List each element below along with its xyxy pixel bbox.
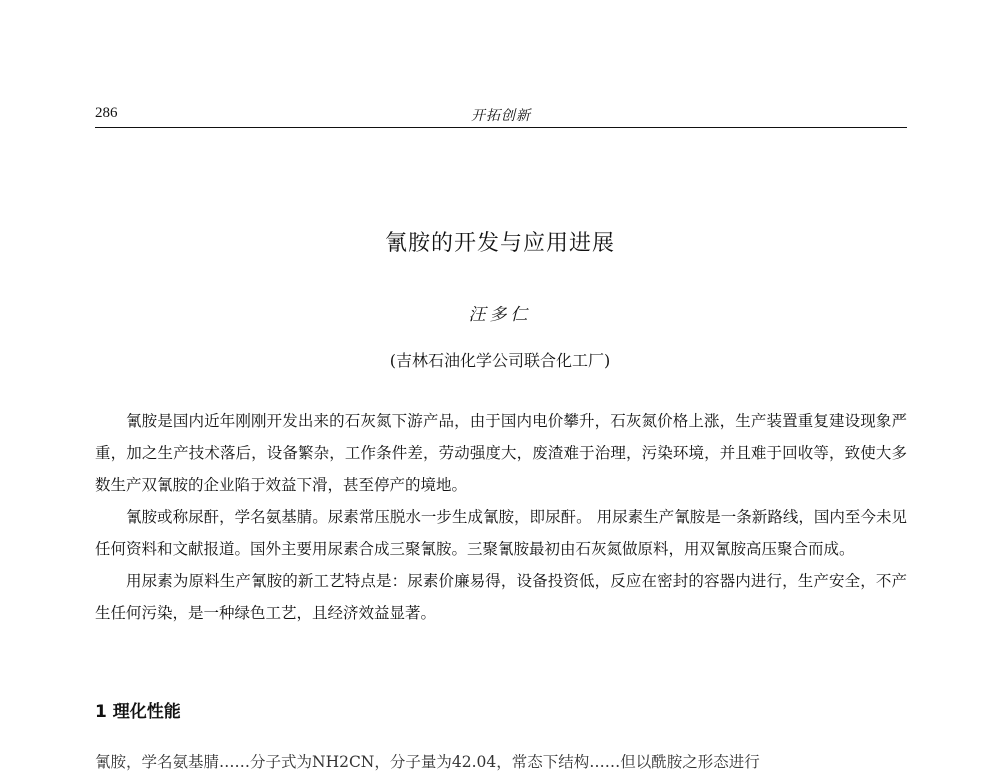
page-number: 286 bbox=[95, 105, 118, 121]
running-head: 开拓创新 bbox=[471, 108, 531, 124]
author-affiliation: (吉林石油化学公司联合化工厂) bbox=[389, 351, 611, 370]
paragraph: 用尿素为原料生产氰胺的新工艺特点是：尿素价廉易得，设备投资低，反应在密封的容器内进行，生产安全，不产生任何污染，是一种绿色工艺，且经济效益显著。 bbox=[95, 572, 907, 622]
section-heading: 1 理化性能 bbox=[95, 702, 181, 722]
page-header bbox=[95, 105, 907, 128]
paragraph: 氰胺是国内近年刚刚开发出来的石灰氮下游产品，由于国内电价攀升，石灰氮价格上涨，生产装置重复建设现象严重，加之生产技术落后，设备繁杂，工作条件差，劳动强度大，废渣难于治理，污染环境，并且难于回收等，致使大多数生产双氰胺的企业陷于效益下滑，甚至停产的境地。 bbox=[95, 412, 907, 494]
author-name: 汪多仁 bbox=[468, 305, 532, 325]
paragraph: 氰胺或称尿酐，学名氨基腈。尿素常压脱水一步生成氰胺，即尿酐。 用尿素生产氰胺是一条新路线，国内至今未见任何资料和文献报道。国外主要用尿素合成三聚氰胺。三聚氰胺最初由石灰氮做原料，用双氰胺高压聚合而成。 bbox=[95, 508, 907, 558]
partial-text-line: 氰胺，学名氨基腈……分子式为NH2CN，分子量为42.04，常态下结构……但以酰胺之形态进行 bbox=[95, 753, 760, 771]
article-title: 氰胺的开发与应用进展 bbox=[384, 231, 615, 256]
body-text bbox=[95, 405, 907, 629]
